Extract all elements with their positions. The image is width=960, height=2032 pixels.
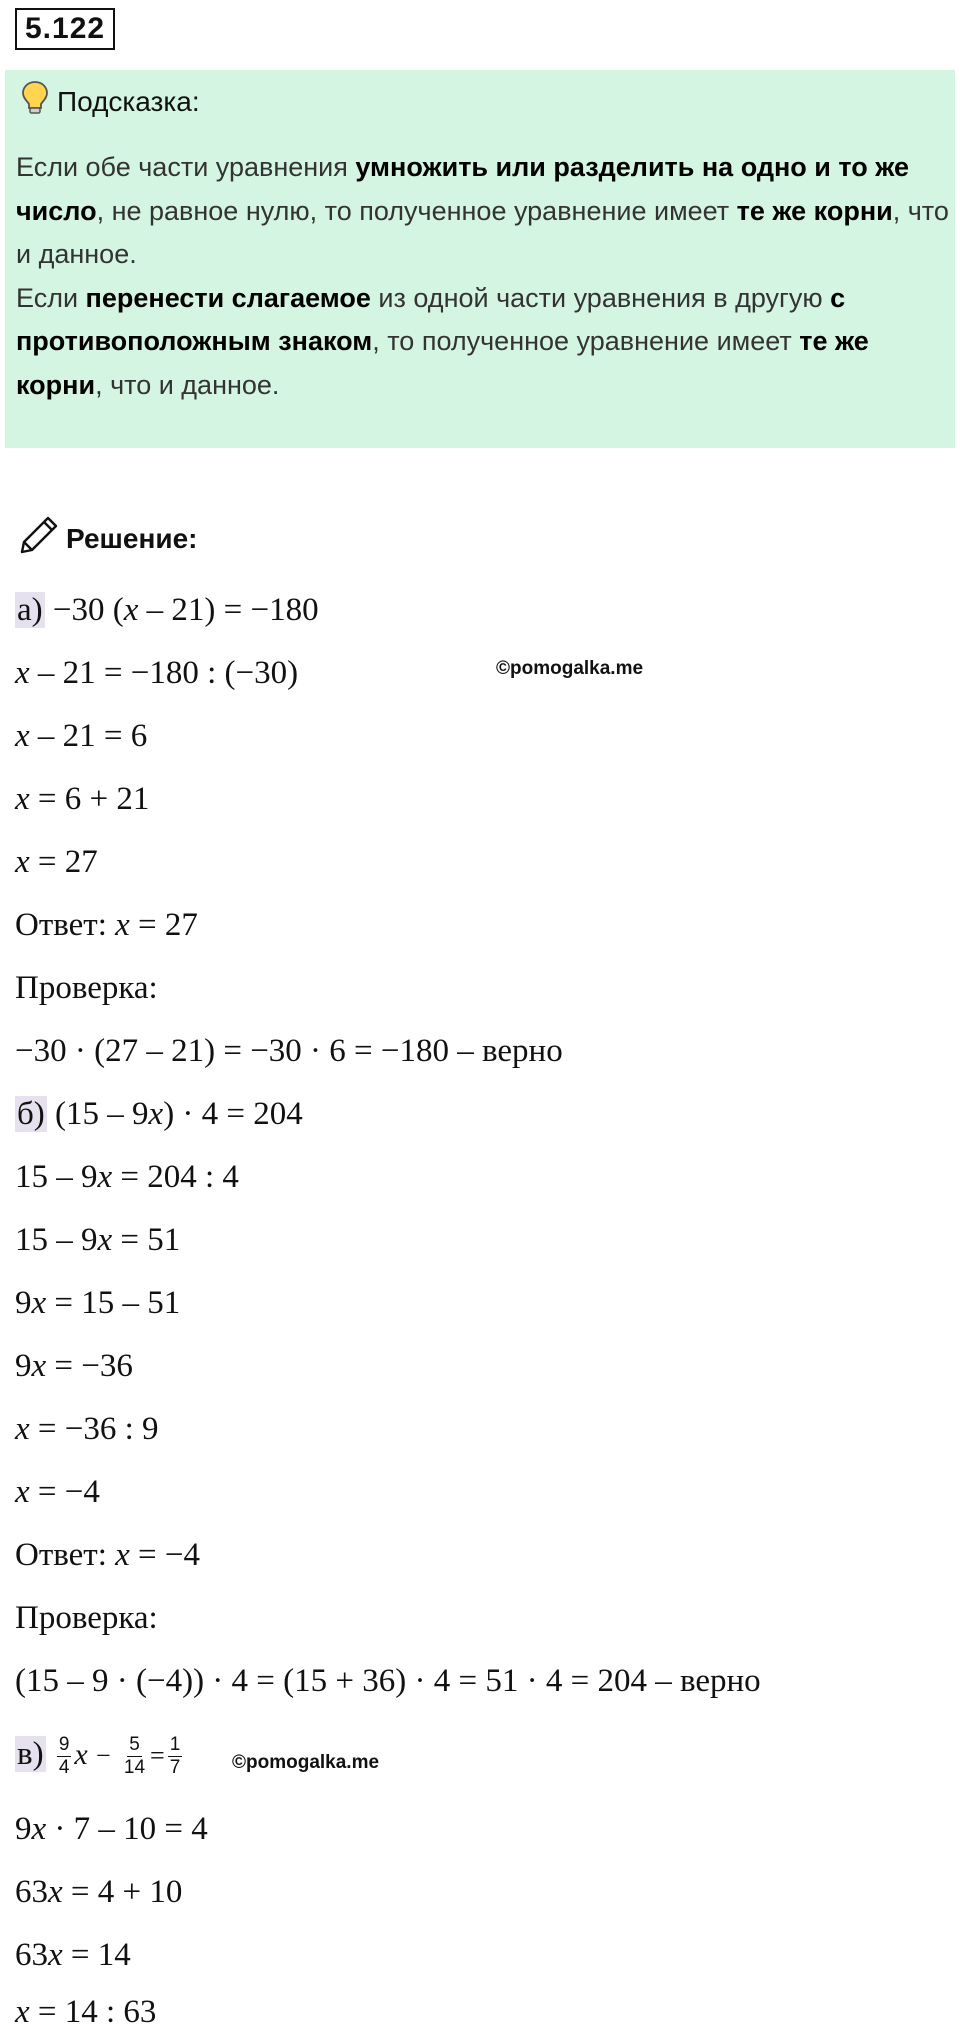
solution-line: x – 21 = −180 : (−30)	[15, 655, 299, 691]
fraction: $\frac{9}{4}$	[58, 1734, 70, 1778]
watermark: ©pomogalka.me	[232, 1752, 380, 1773]
hint-header	[21, 80, 200, 123]
solution-line: x = −36 : 9	[15, 1411, 159, 1447]
solution-line: x = 6 + 21	[15, 781, 150, 817]
check-line: (15 – 9 · (−4)) · 4 = (15 + 36) · 4 = 51 · 4 = 204 – верно	[15, 1663, 761, 1699]
answer-line: Ответ: x = −4	[15, 1537, 201, 1573]
check-label: Проверка:	[15, 970, 158, 1006]
solution-title: Решение:	[66, 522, 198, 554]
solution-line: 9x = −36	[15, 1348, 133, 1384]
check-line: −30 · (27 – 21) = −30 · 6 = −180 – верно	[15, 1033, 563, 1069]
solution-line: б) (15 – 9x) · 4 = 204	[17, 1096, 303, 1132]
fraction: $\frac{5}{14}$	[123, 1734, 146, 1778]
solution-line: x = 27	[15, 844, 98, 880]
solution-line: 15 – 9x = 51	[15, 1222, 181, 1258]
solution-line: 15 – 9x = 204 : 4	[15, 1159, 239, 1195]
solution-line: x = 14 : 63	[15, 1994, 157, 2030]
equation-v: в) $\frac{9}{4}$ x − $\frac{5}{14}$ = $\frac{1}{7}$	[17, 1734, 181, 1778]
solution-header	[18, 514, 197, 563]
fraction: $\frac{1}{7}$	[169, 1734, 181, 1778]
solution-line: 63x = 4 + 10	[15, 1874, 183, 1910]
watermark: ©pomogalka.me	[496, 658, 644, 679]
hint-text: Если обе части уравнения умножить или разделить на одно и то же число, не равное нулю, то полученное уравнение имеет те же корни, что и данное. Если перенести слагаемое из одной части уравнения в другую с противоположным знаком, то полученное уравнение имеет те же корни, что и данное.	[16, 152, 949, 400]
solution-line: x – 21 = 6	[15, 718, 148, 754]
solution-line: 9x · 7 – 10 = 4	[15, 1811, 208, 1847]
solution-line: 9x = 15 – 51	[15, 1285, 181, 1321]
problem-number: 5.122	[15, 8, 115, 50]
hint-box	[5, 70, 955, 448]
hint-title: Подсказка:	[57, 85, 200, 117]
solution-line: x = −4	[15, 1474, 100, 1510]
solution-line: 63x = 14	[15, 1937, 131, 1973]
answer-line: Ответ: x = 27	[15, 907, 198, 943]
pencil-icon	[18, 514, 60, 563]
lightbulb-icon	[21, 80, 49, 123]
solution-line: а) −30 (x – 21) = −180	[17, 592, 319, 628]
check-label: Проверка:	[15, 1600, 158, 1636]
